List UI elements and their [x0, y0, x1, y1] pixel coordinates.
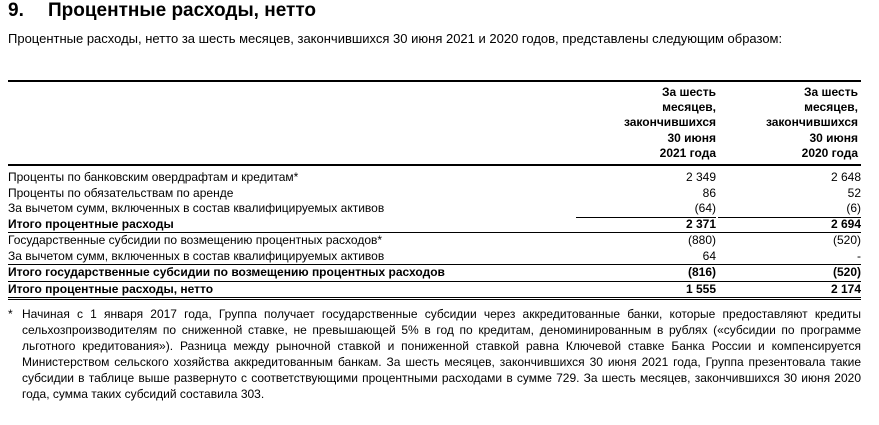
section-heading: [8, 0, 316, 22]
subtotal-row: [8, 264, 861, 282]
value-2021: 1 555: [685, 281, 716, 296]
value-2021: 2 349: [685, 170, 716, 184]
footnote-marker: *: [8, 307, 13, 321]
value-2020: (6): [718, 201, 861, 218]
row-label: Государственные субсидии по возмещению процентных расходов*: [8, 233, 383, 247]
table-row: [8, 186, 861, 202]
header-line: За шесть: [804, 85, 858, 99]
value-2021: (64): [576, 201, 716, 218]
header-line: 30 июня: [809, 130, 858, 145]
intro-paragraph: Процентные расходы, нетто за шесть месяцев, закончившихся 30 июня 2021 и 2020 годов, представлены следующим образом:: [8, 31, 783, 46]
header-line: месяцев,: [804, 100, 858, 115]
value-2021: (816): [687, 265, 716, 279]
value-2021: 64: [702, 248, 716, 263]
header-line: 2021 года: [659, 145, 716, 160]
column-header-2021: [576, 85, 716, 161]
section-number: 9.: [8, 0, 24, 21]
row-label: Проценты по банковским овердрафтам и кредитам*: [8, 170, 299, 184]
row-label: Итого государственные субсидии по возмещению процентных расходов: [8, 265, 445, 279]
value-2021: 86: [702, 185, 716, 200]
table-row: [8, 249, 861, 265]
column-header-2020: [718, 85, 858, 161]
value-2020: 2 174: [830, 281, 861, 296]
footnote: [8, 306, 861, 402]
value-2021: 2 371: [685, 216, 716, 231]
table-row: [8, 201, 861, 217]
value-2020: (520): [832, 233, 861, 247]
total-row: [8, 282, 861, 301]
value-2020: 52: [847, 185, 861, 200]
footnote-text: Начиная с 1 января 2017 года, Группа получает государственные субсидии через аккредитованные банки, которые предоставляют кредиты сельхозпроизводителям по сниженной ставке, не превышающей 5% в год по кредитам, деноминированным в рублях («субсидии по программе льготного кредитования»). Разница между рыночной ставкой и пониженной ставкой равна Ключевой ставке Банка России и компенсируется Министерством сельского хозяйства аккредитованным банкам. За шесть месяцев, закончившихся 30 июня 2021 года, Группа презентовала такие субсидии в таблице выше развернуто с соответствующими процентными расходами в сумме 729. За шесть месяцев, закончившихся 30 июня 2020 года, сумма таких субсидий составила 303.: [22, 307, 861, 401]
header-bottom-rule: [8, 164, 861, 166]
value-2020: (520): [832, 265, 861, 279]
value-2021: (880): [687, 233, 716, 247]
table-row: [8, 170, 861, 186]
table-header: [8, 82, 861, 162]
table-body: [8, 170, 861, 300]
header-line: месяцев,: [662, 100, 716, 115]
row-label: Итого процентные расходы: [8, 216, 174, 231]
row-label: Проценты по обязательствам по аренде: [8, 185, 234, 200]
row-label: Итого процентные расходы, нетто: [8, 281, 214, 296]
section-title: Процентные расходы, нетто: [48, 0, 316, 21]
table-row: [8, 233, 861, 249]
row-label: За вычетом сумм, включенных в состав квалифицируемых активов: [8, 248, 385, 263]
header-line: закончившихся: [623, 115, 716, 130]
row-label: За вычетом сумм, включенных в состав квалифицируемых активов: [8, 201, 385, 215]
interest-expense-table: [8, 80, 861, 296]
value-2020: 2 648: [830, 170, 861, 184]
value-2020: 2 694: [830, 216, 861, 231]
header-line: 30 июня: [667, 130, 716, 145]
subtotal-row: [8, 217, 861, 234]
header-line: закончившихся: [765, 115, 858, 130]
value-2020: -: [857, 248, 861, 263]
header-line: За шесть: [662, 85, 716, 99]
header-line: 2020 года: [801, 145, 858, 160]
